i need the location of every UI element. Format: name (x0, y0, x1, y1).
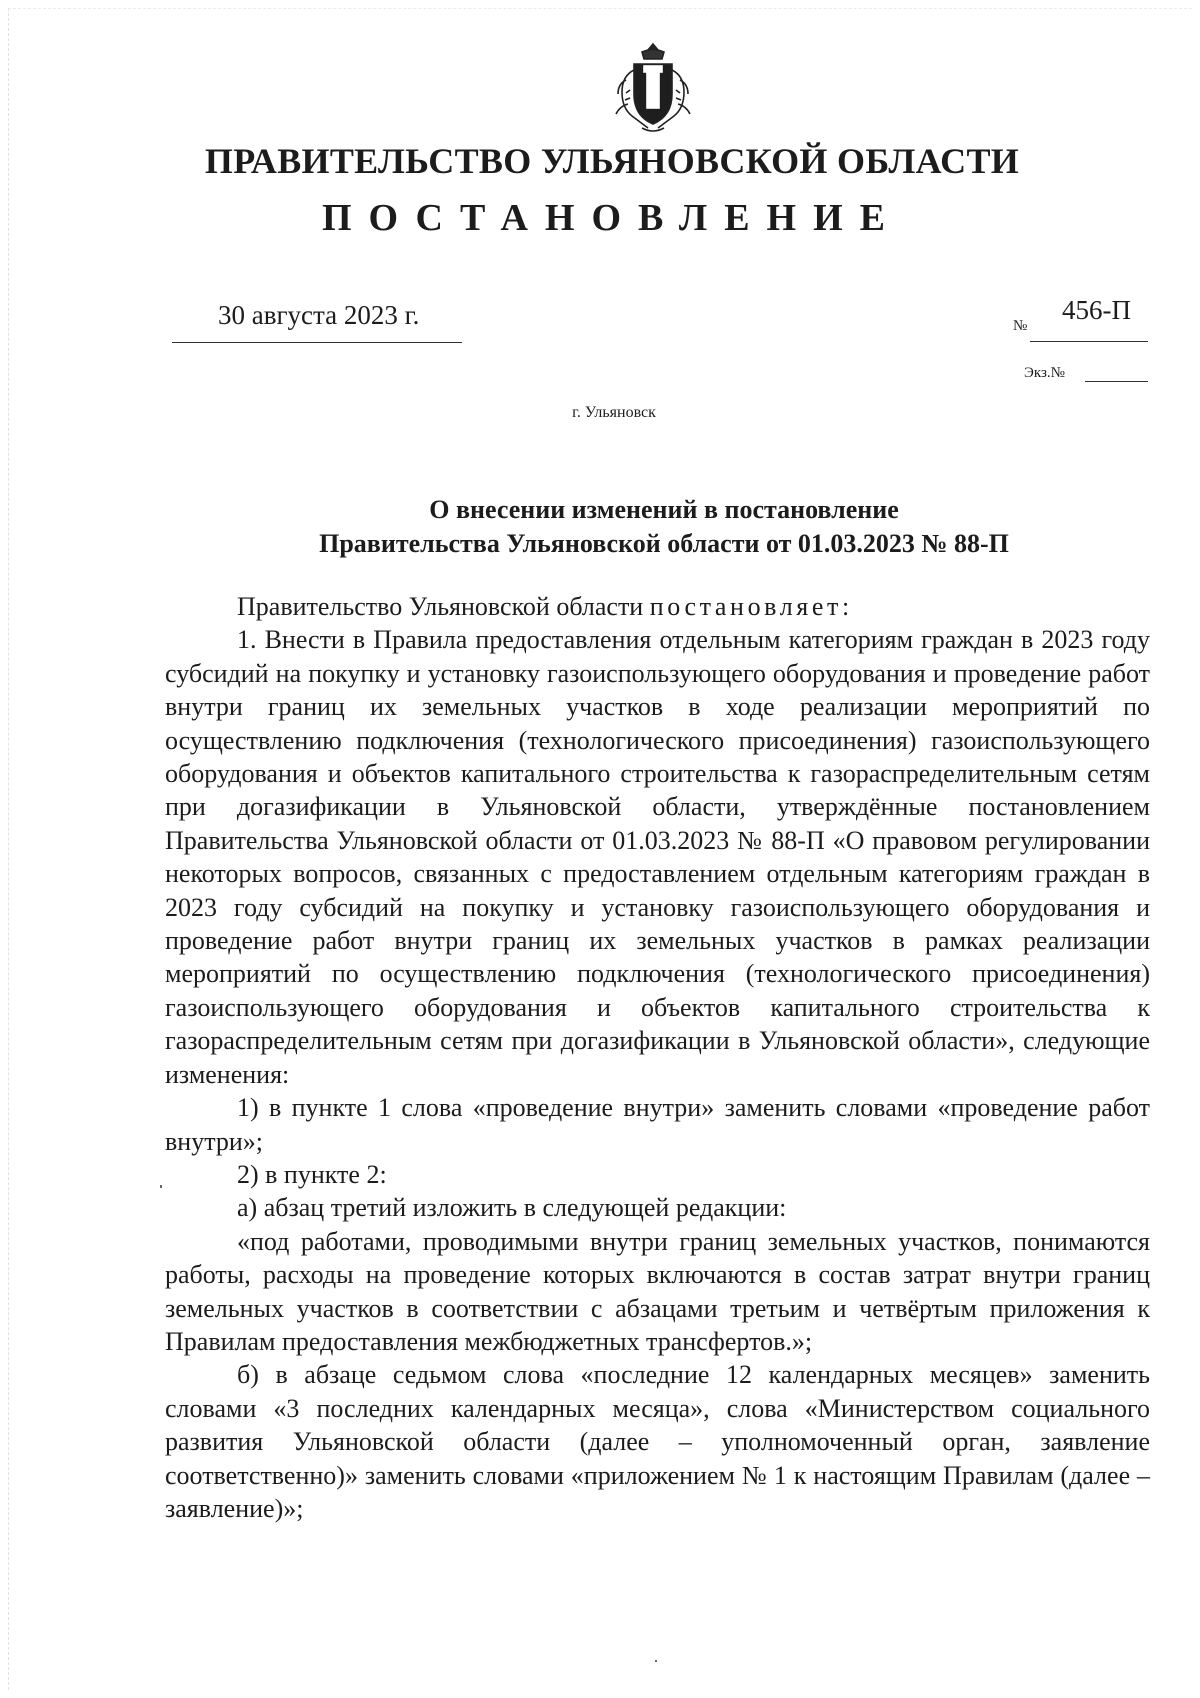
city: г. Ульяновск (572, 404, 656, 421)
document-type: ПОСТАНОВЛЕНИЕ (321, 197, 903, 239)
paragraph-6: б) в абзаце седьмом слова «последние 12 календарных месяцев» заменить словами «3 последних календарных месяца», слова «Министерством социального развития Ульяновской области (далее – уполномоченный орган, заявление соответственно)» заменить словами «приложением № 1 к настоящим Правилам (далее – заявление)»; (165, 1360, 1150, 1523)
document-title (164, 493, 1164, 561)
title-line-1: О внесении изменений в постановление (429, 495, 899, 524)
intro-verb: постановляет (649, 592, 842, 621)
document-body (165, 590, 1150, 1525)
government-name: ПРАВИТЕЛЬСТВО УЛЬЯНОВСКОЙ ОБЛАСТИ (204, 141, 1020, 181)
document-number: 456-П (1062, 295, 1131, 325)
document-date: 30 августа 2023 г. (218, 300, 420, 330)
title-line-2: Правительства Ульяновской области от 01.03.2023 № 88-П (319, 529, 1009, 558)
copy-number-label: Экз.№ (1024, 365, 1065, 381)
paragraph-1: 1. Внести в Правила предоставления отдельным категориям граждан в 2023 году субсидий на покупку и установку газоиспользующего оборудования и проведение работ внутри границ их земельных участков в ходе реализации мероприятий по осуществлению подключения (технологического присоединения) газоиспользующего оборудования и объектов капитального строительства к газораспределительным сетям при догазификации в Ульяновской области, утверждённые постановлением Правительства Ульяновской области от 01.03.2023 № 88-П «О правовом регулировании некоторых вопросов, связанных с предоставлением отдельным категориям граждан в 2023 году субсидий на покупку и установку газоиспользующего оборудования и проведение работ внутри границ их земельных участков в рамках реализации мероприятий по осуществлению подключения (технологического присоединения) газоиспользующего оборудования и объектов капитального строительства к газораспределительным сетям при догазификации в Ульяновской области», следующие изменения: (165, 625, 1150, 1089)
intro-start: Правительство Ульяновской области (237, 592, 650, 621)
scan-mark (655, 1660, 657, 1662)
number-underline (1030, 341, 1148, 342)
scan-mark (160, 1185, 162, 1188)
paragraph-4: а) абзац третий изложить в следующей редакции: (237, 1193, 787, 1223)
copy-number-underline (1085, 381, 1148, 382)
intro-end: : (841, 592, 850, 621)
paragraph-3: 2) в пункте 2: (237, 1159, 387, 1189)
paragraph-2: 1) в пункте 1 слова «проведение внутри» заменить словами «проведение работ внутри»; (165, 1093, 1150, 1156)
intro-paragraph (165, 590, 1150, 623)
number-label: № (1013, 318, 1028, 334)
date-underline (172, 342, 462, 343)
coat-of-arms-icon (612, 40, 694, 138)
paragraph-5: «под работами, проводимыми внутри границ земельных участков, понимаются работы, расходы на проведение которых включаются в состав затрат внутри границ земельных участков в соответствии с абзацами третьим и четвёртым приложения к Правилам предоставления межбюджетных трансфертов.»; (165, 1226, 1150, 1356)
